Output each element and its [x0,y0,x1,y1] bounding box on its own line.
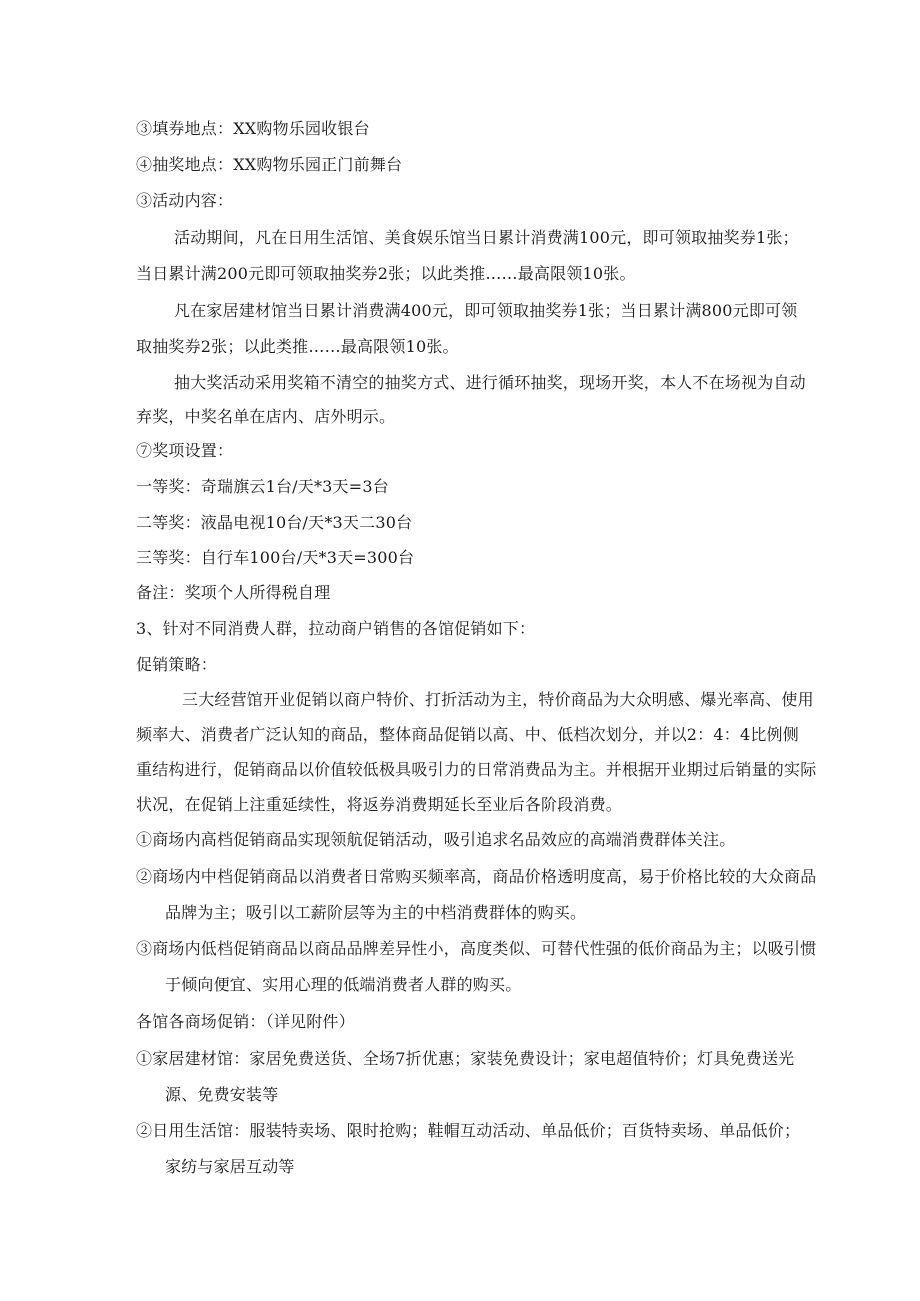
line-activity-heading: ③活动内容： [136,191,234,210]
paragraph-line: 取抽奖券2张；以此类推……最高限领10张。 [136,337,459,356]
paragraph-line: 抽大奖活动采用奖箱不清空的抽奖方式、进行循环抽奖，现场开奖，本人不在场视为自动 [174,373,806,392]
list-item-continuation: 家纺与家居互动等 [165,1157,295,1176]
list-item-low-end: ③商场内低档促销商品以商品品牌差异性小，高度类似、可替代性强的低价商品为主；以吸引惯 [136,939,817,958]
paragraph-line: 凡在家居建材馆当日累计消费满400元，即可领取抽奖券1张；当日累计满800元即可领 [174,301,798,320]
list-item-high-end: ①商场内高档促销商品实现领航促销活动，吸引追求名品效应的高端消费群体关注。 [136,830,736,849]
line-strategy-heading: 促销策略： [136,655,218,674]
line-second-prize: 二等奖：液晶电视10台/天*3天二30台 [136,513,413,532]
list-item-home-building-hall: ①家居建材馆：家居免费送货、全场7折优惠；家装免费设计；家电超值特价；灯具免费送光 [136,1049,795,1068]
list-item-daily-living-hall: ②日用生活馆：服装特卖场、限时抢购；鞋帽互动活动、单品低价；百货特卖场、单品低价； [136,1121,801,1140]
list-item-mid-range: ②商场内中档促销商品以消费者日常购买频率高，商品价格透明度高，易于价格比较的大众商品 [136,867,817,886]
line-first-prize: 一等奖：奇瑞旗云1台/天*3天=3台 [136,477,389,496]
paragraph-line: 重结构进行，促销商品以价值较低极具吸引力的日常消费品为主。并根据开业期过后销量的实际 [136,760,817,779]
list-item-continuation: 源、免费安装等 [165,1085,279,1104]
line-hall-promotions-heading: 各馆各商场促销：（详见附件） [136,1012,355,1031]
line-remark: 备注：奖项个人所得税自理 [136,583,331,602]
paragraph-line: 频率大、消费者广泛认知的商品，整体商品促销以高、中、低档次划分，并以2：4：4比例侧 [136,725,799,744]
paragraph-line: 当日累计满200元即可领取抽奖券2张；以此类推……最高限领10张。 [136,264,636,283]
paragraph-line: 三大经营馆开业促销以商户特价、打折活动为主，特价商品为大众明感、爆光率高、使用 [182,690,814,709]
paragraph-line: 状况，在促销上注重延续性，将返券消费期延长至业后各阶段消费。 [136,795,623,814]
line-section-3: 3、针对不同消费人群，拉动商户销售的各馆促销如下： [136,619,536,638]
list-item-continuation: 于倾向便宜、实用心理的低端消费者人群的购买。 [165,975,522,994]
paragraph-line: 活动期间，凡在日用生活馆、美食娱乐馆当日累计消费满100元，即可领取抽奖券1张； [174,228,799,247]
line-ticket-location: ③填券地点：XX购物乐园收银台 [136,119,370,138]
list-item-continuation: 品牌为主；吸引以工薪阶层等为主的中档消费群体的购买。 [165,903,587,922]
line-draw-location: ④抽奖地点：XX购物乐园正门前舞台 [136,155,403,174]
line-prize-heading: ⑦奖项设置： [136,441,234,460]
paragraph-line: 弃奖，中奖名单在店内、店外明示。 [136,407,396,426]
line-third-prize: 三等奖：自行车100台/天*3天=300台 [136,548,415,567]
